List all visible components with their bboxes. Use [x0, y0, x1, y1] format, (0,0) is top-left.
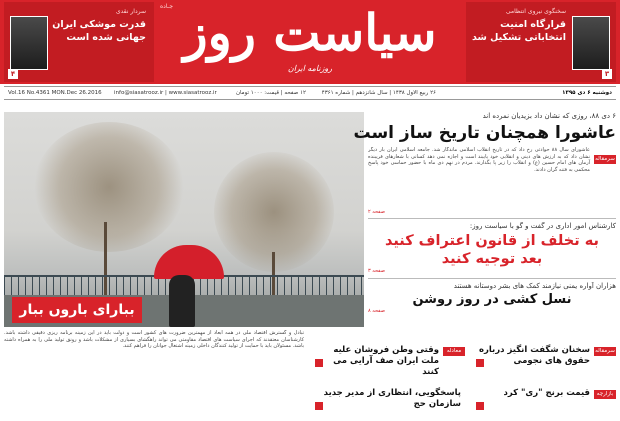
photo-caption: بباراى باروں ببار — [12, 297, 142, 323]
issue-number: ۲۶ ربیع الاول ۱۴۳۸ | سال شانزدهم | شماره ۴۳۶۱ — [321, 90, 436, 96]
right-column — [353, 112, 616, 314]
bottom-box-1[interactable] — [315, 345, 465, 377]
masthead-left-story[interactable] — [4, 2, 154, 82]
bottom-box-2-label: سرمقاله — [595, 348, 615, 354]
bottom-box-3-headline: پاسخگویی، انتظاری از مدیر جدید سازمان حج — [323, 388, 461, 409]
lead-body-wrap — [368, 147, 616, 209]
second-more-link[interactable]: صفحه ۳ — [368, 268, 385, 274]
right-story-photo — [572, 16, 610, 70]
left-story-author: سردار نقدی — [115, 8, 146, 15]
masthead-right-story[interactable] — [466, 2, 616, 82]
red-umbrella — [154, 245, 224, 279]
bullet-icon — [315, 359, 323, 367]
bottom-box-4-headline: قیمت برنج "ری" کرد — [503, 388, 590, 398]
lead-body: عاشورای سال ۸۸ حوادثی رخ داد که در تاریخ انقلاب اسلامی ماندگار شد. جامعه اسلامی ایران بار دیگر نشان داد که به ارزش های دینی و انقلابی خود پایبند است و اجازه نمی دهد کسانی با شعارهای فریبنده آرمان های امام حسین (ع) و انقلاب را زیر پا بگذارند. مردم در نهم دی ماه با حضور حماسی خود پاسخ محکمی به فتنه گران دادند. — [368, 147, 590, 173]
tree-left — [34, 122, 184, 252]
left-story-page-number: ۴ — [8, 69, 18, 79]
bottom-box-4-label: بازارچه — [594, 390, 616, 399]
third-more-link[interactable]: صفحه ۸ — [368, 308, 385, 314]
second-headline-line-1[interactable]: به تخلف از قانون اعتراف کنید — [384, 233, 599, 249]
bottom-box-2[interactable] — [476, 345, 616, 371]
issue-price: ۱۲ صفحه | قیمت: ۱۰۰۰ تومان — [235, 90, 306, 96]
lead-kicker: ۶ دی ۸۸، روزی که نشان داد بزیدیان نمرده اند — [482, 112, 616, 120]
logo-tagline: روزنامه ایران — [287, 64, 333, 73]
second-headline-line-2[interactable]: بعد توجیه کنید — [441, 251, 543, 267]
masthead — [0, 0, 620, 84]
second-kicker: کارشناس امور اداری در گفت و گو با سیاست روز: — [469, 222, 616, 230]
third-kicker: هزاران آواره یمنی نیازمند کمک های بشر دوستانه هستند — [453, 282, 616, 290]
bullet-icon — [315, 402, 323, 410]
bottom-article-text: تبادل و گسترش اقتصاد ملی در همه ابعاد از مهمترین ضرورت های کشور است و دولت باید در این زمینه برنامه ریزی دقیقی داشته باشد. کارشناسان معتقدند که اجرای سیاست های اقتصاد مقاومتی می تواند راهگشای بسیاری از مشکلات باشد و رونق تولید ملی را به همراه داشته باشد. مسئولان باید با حمایت از تولید کنندگان داخلی زمینه اشتغال جوانان را فراهم کنند. — [4, 330, 304, 349]
bottom-box-1-headline: وقتی وطن فروشان علیه ملت ایران صف آرایی می کنند — [333, 345, 439, 377]
lead-headline[interactable]: عاشورا همچنان تاریخ ساز است — [353, 123, 616, 143]
main-photo[interactable] — [4, 112, 364, 327]
bottom-box-4[interactable] — [476, 388, 616, 414]
newspaper-logo: سیاست روز — [183, 3, 437, 62]
person — [169, 275, 195, 327]
website-address[interactable]: info@siasatrooz.ir | www.siasatrooz.ir — [114, 90, 217, 96]
divider-2 — [368, 278, 616, 279]
bullet-icon — [476, 402, 484, 410]
third-headline[interactable]: نسل کشی در روز روشن — [412, 292, 572, 307]
left-story-photo — [10, 16, 48, 70]
bottom-box-2-headline: سخنان شگفت انگیز درباره حقوق های نجومی — [478, 345, 590, 366]
bottom-box-3[interactable] — [315, 388, 465, 414]
divider-1 — [368, 218, 616, 219]
issue-date: دوشنبه ۶ دی ۱۳۹۵ — [562, 90, 612, 96]
bottom-box-1-label: معادله — [443, 347, 465, 356]
right-story-author: سخنگوی نیروی انتظامی — [505, 8, 566, 15]
issue-info-bar — [4, 86, 616, 100]
right-story-headline: قرارگاه امنیت انتخاباتی تشکیل شد — [472, 19, 566, 43]
english-issue-info: Vol.16 No.4361 MON.Dec 26.2016 — [8, 90, 102, 96]
lead-more-link[interactable]: صفحه ۲ — [368, 209, 385, 215]
right-story-page-number: ۳ — [602, 69, 612, 79]
left-story-headline: قدرت موشکی ایران جهانی شده است — [52, 19, 146, 43]
logo-small-text: جـاده — [160, 3, 174, 10]
bullet-icon — [476, 359, 484, 367]
lead-tag: سرمقاله — [595, 156, 615, 162]
